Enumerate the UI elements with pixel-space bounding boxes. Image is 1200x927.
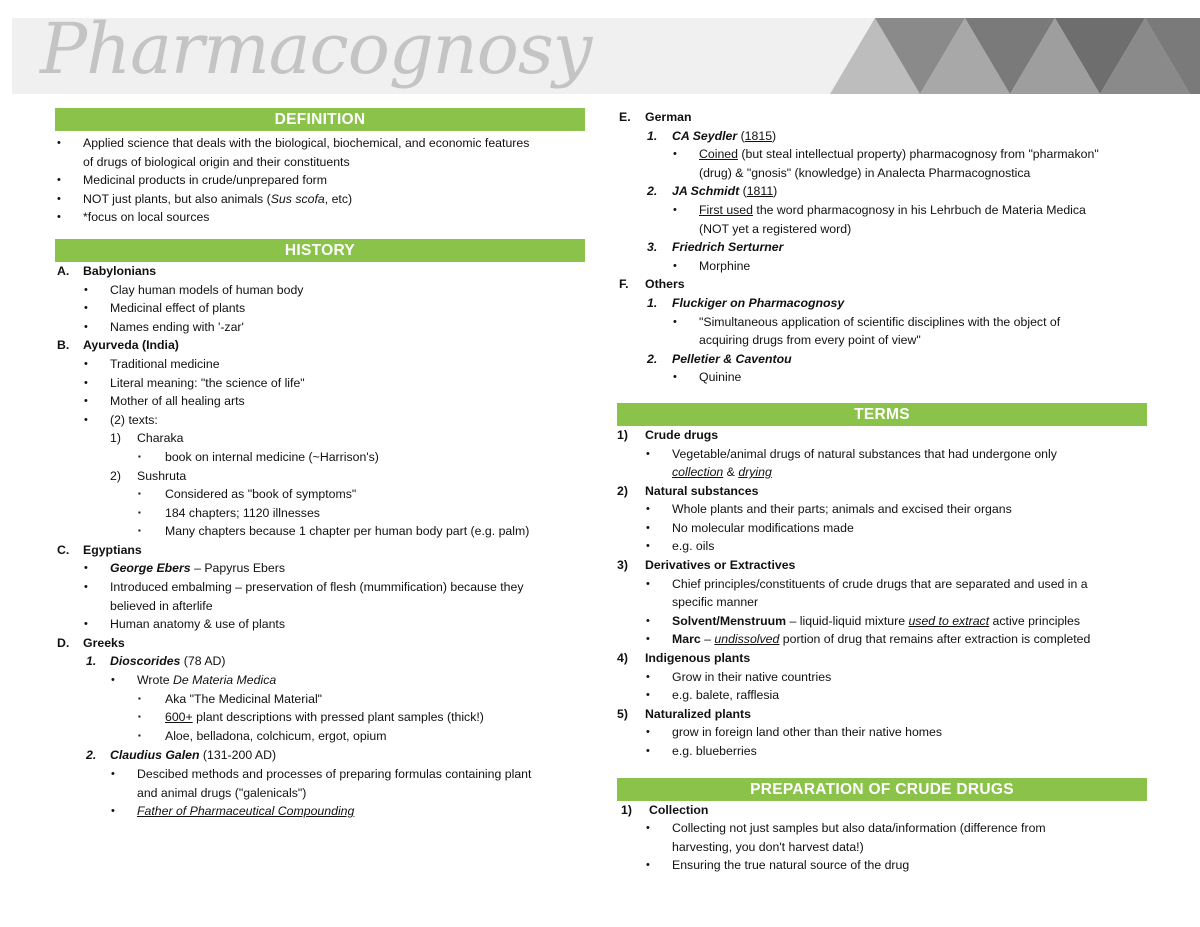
list-item-continued: (drug) & "gnosis" (knowledge) in Analecta Pharmacognostica	[699, 165, 1031, 180]
list-item: • (2) texts:	[84, 412, 158, 427]
list-item: • Father of Pharmaceutical Compounding	[111, 804, 355, 819]
person-pelletier: 2. Pelletier & Caventou	[647, 351, 792, 366]
term-indigenous-plants: 4) Indigenous plants	[617, 651, 751, 666]
triangle-decoration	[830, 18, 1200, 94]
list-item: ▪ 600+ plant descriptions with pressed plant samples (thick!)	[138, 710, 484, 725]
list-item-continued: of drugs of biological origin and their constituents	[83, 154, 350, 169]
term-crude-drugs: 1) Crude drugs	[617, 427, 719, 442]
list-item: • Mother of all healing arts	[84, 394, 245, 409]
subsection-charaka: 1) Charaka	[110, 431, 184, 446]
list-item: • Wrote De Materia Medica	[111, 673, 277, 688]
left-column	[55, 108, 585, 821]
list-item: ▪ Considered as "book of symptoms"	[138, 487, 357, 502]
list-item: • e.g. oils	[646, 539, 715, 554]
list-item: • Marc – undissolved portion of drug that remains after extraction is completed	[646, 632, 1091, 647]
list-item: • Solvent/Menstruum – liquid-liquid mixture used to extract active principles	[646, 613, 1081, 628]
list-item: • Applied science that deals with the biological, biochemical, and economic features	[57, 136, 530, 150]
person-galen: 2. Claudius Galen (131-200 AD)	[86, 748, 277, 763]
list-item: • "Simultaneous application of scientific disciplines with the object of	[673, 314, 1061, 329]
person-seydler: 1. CA Seydler (1815)	[647, 128, 777, 143]
list-item: • Names ending with '-zar'	[84, 319, 244, 334]
list-item-continued: harvesting, you don't harvest data!)	[672, 839, 864, 854]
list-item: • grow in foreign land other than their native homes	[646, 725, 943, 740]
list-item: • Medicinal products in crude/unprepared form	[57, 173, 328, 188]
term-derivatives: 3) Derivatives or Extractives	[617, 558, 796, 573]
list-item: ▪ 184 chapters; 1120 illnesses	[138, 505, 320, 520]
list-item: ▪ Aloe, belladona, colchicum, ergot, opium	[138, 728, 387, 743]
section-egyptians: C. Egyptians	[57, 542, 142, 557]
list-item: • Collecting not just samples but also data/information (difference from	[646, 821, 1046, 836]
list-item: • Traditional medicine	[84, 356, 220, 371]
list-item-continued: and animal drugs ("galenicals")	[137, 785, 307, 800]
list-item: • George Ebers – Papyrus Ebers	[84, 561, 285, 576]
list-item: • Morphine	[673, 258, 751, 273]
page-title: Pharmacognosy	[40, 8, 592, 90]
list-item: • *focus on local sources	[57, 210, 210, 225]
definition-header: DEFINITION	[55, 108, 585, 131]
prep-collection: 1) Collection	[621, 802, 709, 817]
section-others: F. Others	[619, 277, 685, 292]
list-item: ▪ Aka "The Medicinal Material"	[138, 691, 323, 706]
list-item-continued: collection & drying	[672, 465, 772, 480]
list-item-continued: acquiring drugs from every point of view"	[699, 333, 921, 348]
list-item: • Human anatomy & use of plants	[84, 617, 285, 632]
right-column	[617, 108, 1147, 875]
list-item: ▪ Many chapters because 1 chapter per human body part (e.g. palm)	[138, 524, 530, 539]
list-item-continued: specific manner	[672, 595, 759, 610]
list-item: • NOT just plants, but also animals (Sus scofa, etc)	[57, 191, 353, 206]
person-fluckiger: 1. Fluckiger on Pharmacognosy	[647, 295, 845, 310]
list-item: • Introduced embalming – preservation of flesh (mummification) because they	[84, 580, 524, 595]
section-german: E. German	[619, 110, 692, 124]
list-item: • Chief principles/constituents of crude drugs that are separated and used in a	[646, 576, 1088, 591]
preparation-header: PREPARATION OF CRUDE DRUGS	[617, 778, 1147, 801]
list-item: • Vegetable/animal drugs of natural substances that had undergone only	[646, 446, 1057, 461]
list-item-continued: believed in afterlife	[110, 598, 213, 613]
term-naturalized-plants: 5) Naturalized plants	[617, 706, 751, 721]
term-natural-substances: 2) Natural substances	[617, 483, 759, 498]
list-item: • Descibed methods and processes of preparing formulas containing plant	[111, 767, 532, 781]
list-item: • Whole plants and their parts; animals and excised their organs	[646, 502, 1012, 517]
person-dioscorides: 1. Dioscorides (78 AD)	[86, 654, 226, 669]
list-item: • Literal meaning: "the science of life"	[84, 375, 305, 390]
list-item: • Ensuring the true natural source of the drug	[646, 858, 910, 873]
list-item: • No molecular modifications made	[646, 520, 854, 535]
subsection-sushruta: 2) Sushruta	[110, 468, 187, 483]
list-item: • Grow in their native countries	[646, 669, 832, 684]
history-header: HISTORY	[55, 239, 585, 262]
section-babylonians: A. Babylonians	[57, 263, 157, 278]
section-greeks: D. Greeks	[57, 635, 125, 650]
list-item: • First used the word pharmacognosy in his Lehrbuch de Materia Medica	[673, 202, 1086, 217]
list-item: • Coined (but steal intellectual property) pharmacognosy from "pharmakon"	[673, 147, 1099, 162]
list-item: • e.g. balete, rafflesia	[646, 688, 780, 703]
person-serturner: 3. Friedrich Serturner	[647, 240, 784, 255]
list-item: • e.g. blueberries	[646, 744, 757, 758]
list-item: • Medicinal effect of plants	[84, 301, 246, 316]
person-schmidt: 2. JA Schmidt (1811)	[647, 184, 778, 199]
section-ayurveda: B. Ayurveda (India)	[57, 338, 179, 353]
list-item: • Clay human models of human body	[84, 282, 304, 297]
list-item: • Quinine	[673, 370, 742, 385]
list-item: ▪ book on internal medicine (~Harrison's)	[138, 449, 379, 464]
terms-header: TERMS	[617, 403, 1147, 426]
list-item-continued: (NOT yet a registered word)	[699, 221, 852, 236]
